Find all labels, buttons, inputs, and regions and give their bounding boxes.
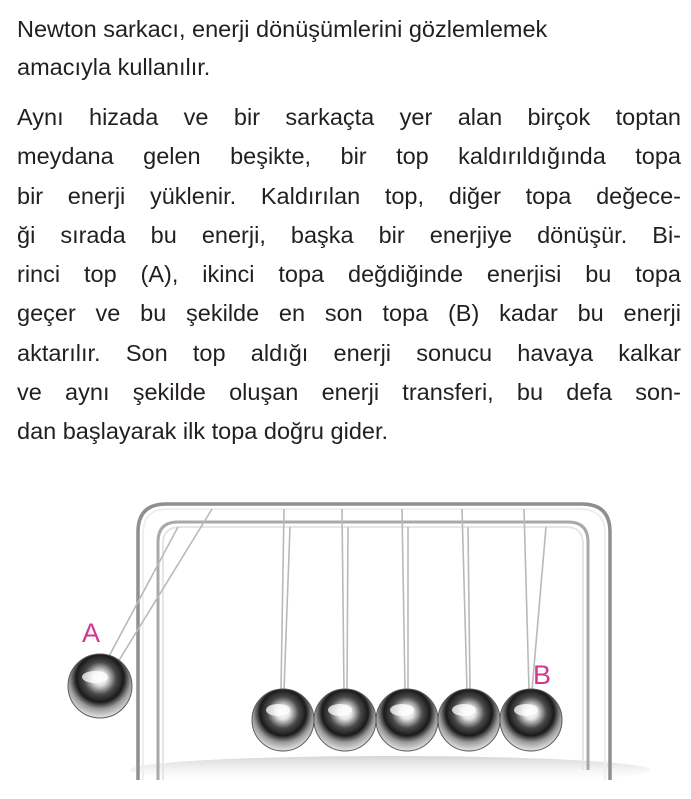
ball-a — [68, 654, 132, 718]
paragraph-line: bir enerji yüklenir. Kaldırılan top, diğer topa değece- — [17, 182, 681, 209]
ball-row — [252, 689, 562, 751]
intro-line: Newton sarkacı, enerji dönüşümlerini gözlemlemek — [17, 16, 548, 42]
paragraph-line: ği sırada bu enerji, başka bir enerjiye dönüşür. Bi- — [17, 221, 681, 248]
label-b: B — [533, 660, 552, 690]
intro-line: amacıyla kullanılır. — [17, 54, 211, 80]
strings-resting-balls — [281, 509, 546, 690]
paragraph-line: meydana gelen beşikte, bir top kaldırıldığında topa — [17, 143, 681, 170]
paragraph-line: aktarılır. Son top aldığı enerji sonucu havaya kalkar — [17, 339, 681, 366]
ball-1 — [252, 689, 314, 751]
newtons-cradle-figure — [0, 480, 691, 799]
paragraph-line: ve aynı şekilde oluşan enerji transferi, bu defa son- — [17, 379, 681, 406]
paragraph-line: dan başlayarak ilk topa doğru gider. — [17, 418, 389, 445]
ball-4 — [438, 689, 500, 751]
ball-2 — [314, 689, 376, 751]
paragraph-line: Aynı hizada ve bir sarkaçta yer alan birçok toptan — [17, 104, 681, 130]
ball-b — [500, 689, 562, 751]
paragraph-line: rinci top (A), ikinci topa değdiğinde enerjisi bu topa — [17, 261, 681, 288]
intro-paragraph — [17, 10, 681, 86]
label-a: A — [82, 618, 101, 648]
description-paragraph — [17, 98, 681, 452]
ground-shadow — [130, 756, 650, 784]
paragraph-line: geçer ve bu şekilde en son topa (B) kadar bu enerji — [17, 300, 681, 327]
ball-3 — [376, 689, 438, 751]
